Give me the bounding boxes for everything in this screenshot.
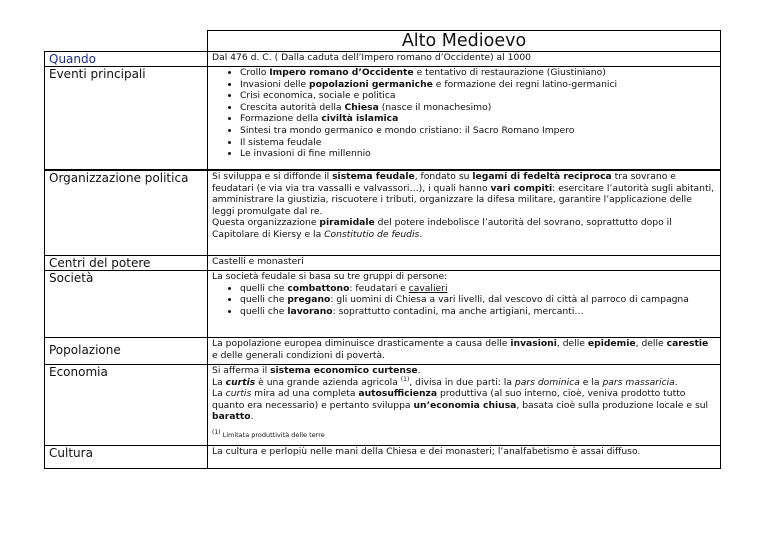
row-quando [45, 52, 721, 67]
economia-line-2: La curtis è una grande azienda agricola $^{(1)}$, divisa in due parti: la pars dominica e la pars massaricia. [212, 375, 678, 388]
label-popolazione: Popolazione [45, 338, 208, 365]
economia-line-1: Si afferma il sistema economico curtense. [212, 365, 421, 376]
row-economia [45, 365, 721, 446]
list-item: • Formazione della civiltà islamica [240, 113, 716, 125]
content-cultura: La cultura e perlopiù nelle mani della Chiesa e dei monasteri; l’analfabetismo è assai diffuso. [208, 446, 721, 469]
row-eventi [45, 67, 721, 171]
label-cultura: Cultura [45, 446, 208, 469]
organizzazione-paragraph-2: Questa organizzazione piramidale del potere indebolisce l’autorità del sovrano, soprattutto dopo il Capitolare di Kiersy e la Constitutio de feudis. [212, 217, 672, 240]
list-item: • Le invasioni di fine millennio [240, 148, 716, 160]
list-item: • Crescita autorità della Chiesa (nasce il monachesimo) [240, 102, 716, 114]
list-item: • quelli che combattono: feudatari e cavalieri [240, 283, 716, 295]
list-item: • Crisi economica, sociale e politica [240, 90, 716, 102]
label-centri: Centri del potere [45, 256, 208, 271]
row-cultura [45, 446, 721, 469]
content-economia [208, 365, 721, 446]
societa-intro: La società feudale si basa su tre gruppi di persone: [212, 271, 448, 282]
row-organizzazione [45, 170, 721, 256]
content-centri: Castelli e monasteri [208, 256, 721, 271]
list-item: • quelli che pregano: gli uomini di Chiesa a vari livelli, dal vescovo di città al parroco di campagna [240, 294, 716, 306]
label-organizzazione: Organizzazione politica [45, 170, 208, 256]
content-popolazione: La popolazione europea diminuisce drasticamente a causa delle invasioni, delle epidemie, delle carestie e delle generali condizioni di povertà. [208, 338, 721, 365]
row-centri [45, 256, 721, 271]
economia-line-3: La curtis mira ad una completa autosufficienza produttiva (al suo interno, cioè, veniva prodotto tutto quanto era necessario) e pertanto sviluppa un’economia chiusa, basata cioè sulla produzione locale e sul baratto. [212, 388, 709, 423]
label-eventi: Eventi principali [45, 67, 208, 171]
content-organizzazione [208, 170, 721, 256]
row-societa [45, 271, 721, 338]
eventi-list [212, 67, 716, 160]
title-row [45, 31, 721, 52]
organizzazione-paragraph-1: Si sviluppa e si diffonde il sistema feudale, fondato su legami di fedeltà reciproca tra sovrano e feudatari (e via via tra vassalli e valvassori…), i quali hanno vari compiti: esercitare l’autorità sugli abitanti, amministrare la giustizia, riscuotere i tributi, organizzare la difesa militare, garantire l’applicazione delle leggi promulgate dal re. [212, 171, 715, 217]
list-item: • Sintesi tra mondo germanico e mondo cristiano: il Sacro Romano Impero [240, 125, 716, 137]
summary-table [44, 30, 721, 469]
blank-corner-cell [45, 31, 208, 52]
list-item: • Il sistema feudale [240, 137, 716, 149]
label-economia: Economia [45, 365, 208, 446]
row-popolazione [45, 338, 721, 365]
societa-list [212, 283, 716, 318]
label-quando: Quando [45, 52, 208, 67]
content-quando: Dal 476 d. C. ( Dalla caduta dell’Impero romano d’Occidente) al 1000 [208, 52, 721, 67]
content-eventi [208, 67, 721, 171]
economia-footnote: $^{(1)}$ Limitata produttività delle terre [212, 428, 325, 439]
list-item: • quelli che lavorano: soprattutto contadini, ma anche artigiani, mercanti… [240, 306, 716, 318]
list-item: • Crollo Impero romano d’Occidente e tentativo di restaurazione (Giustiniano) [240, 67, 716, 79]
label-societa: Società [45, 271, 208, 338]
page-title: Alto Medioevo [208, 31, 721, 52]
list-item: • Invasioni delle popolazioni germaniche e formazione dei regni latino-germanici [240, 79, 716, 91]
content-societa [208, 271, 721, 338]
